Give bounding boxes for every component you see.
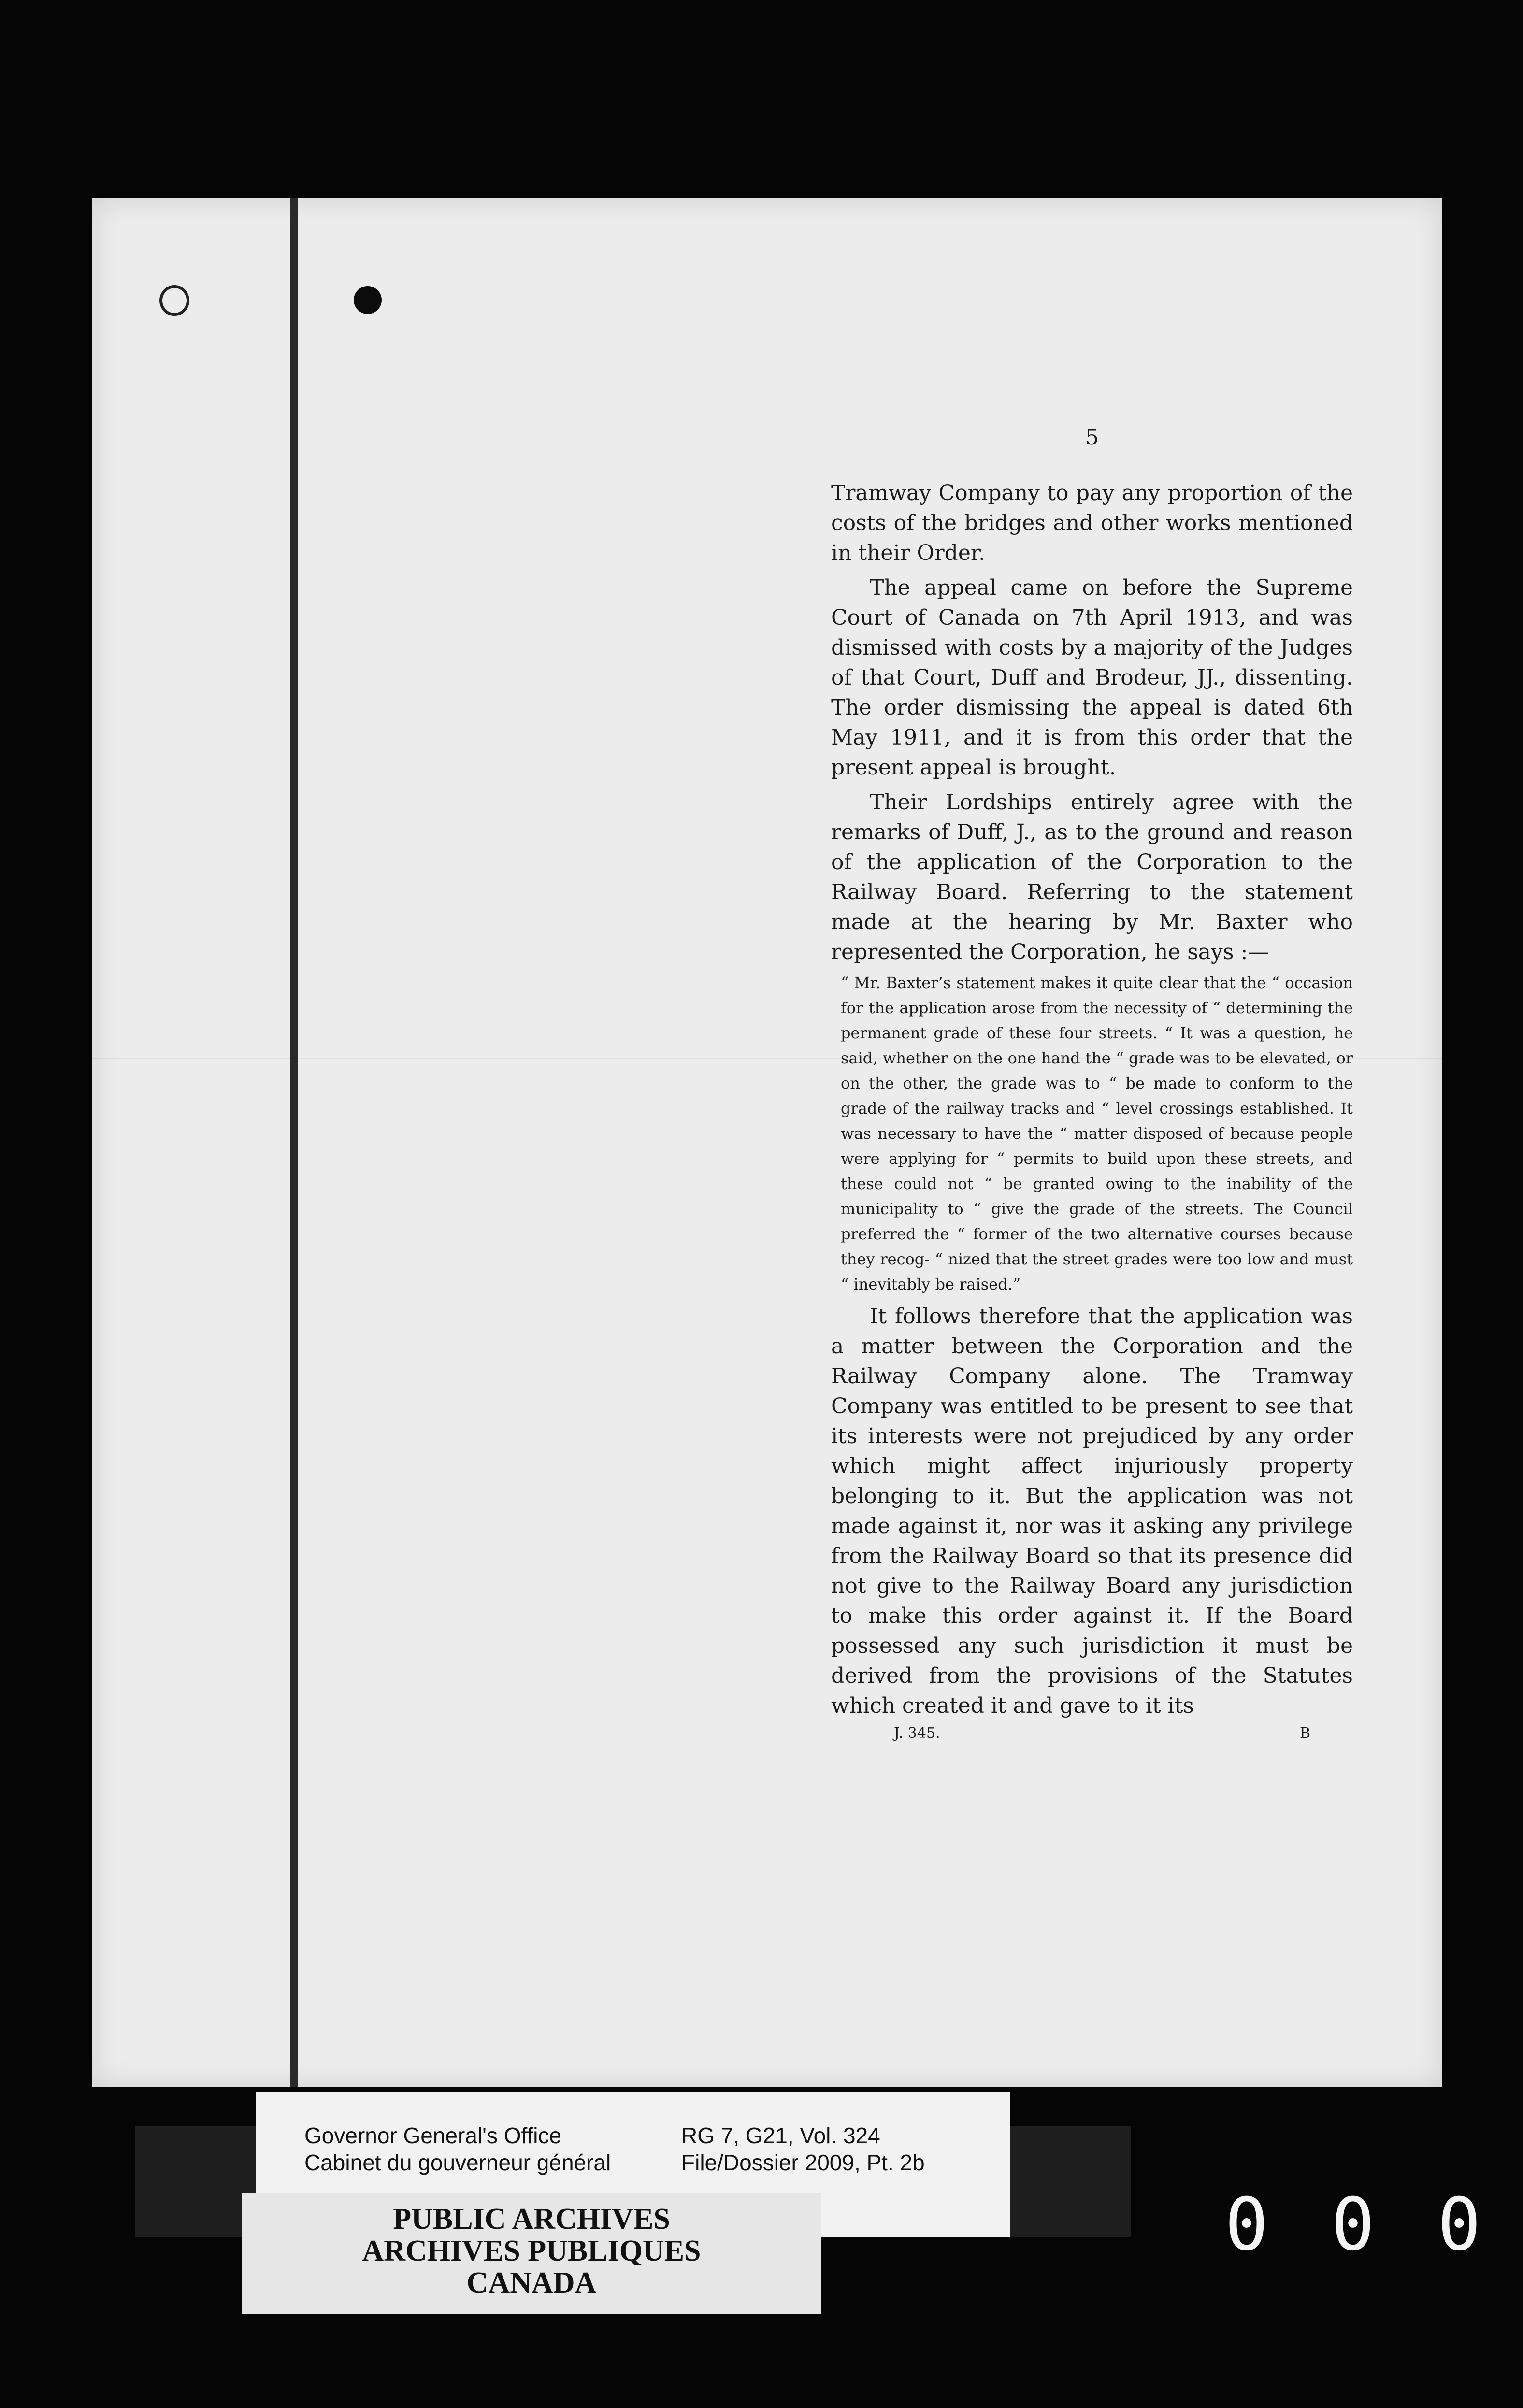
body-text [831,478,1353,1721]
punch-hole-left [159,285,189,316]
paragraph-1: Tramway Company to pay any proportion of the costs of the bridges and other works mentioned in their Order. [831,481,1353,565]
margin-rule [290,198,298,2087]
stamp-line-2: ARCHIVES PUBLIQUES [362,2235,701,2267]
office-french: Cabinet du gouverneur général [304,2150,611,2175]
frame-digit-2: 0 [1331,2183,1375,2267]
paragraph-2: The appeal came on before the Supreme Court of Canada on 7th April 1913, and was dismissed with costs by a majority of the Judges of that Court, Duff and Brodeur, JJ., dissenting. The order dismissing the appeal is dated 6th May 1911, and it is from this order that the present appeal is brought. [831,575,1353,780]
frame-digit-1: 0 [1224,2183,1269,2267]
film-edge-right [1010,2126,1131,2237]
archive-reference [681,2122,925,2176]
frame-digit-3: 0 [1437,2183,1481,2267]
page-number: 5 [1085,425,1099,450]
archive-office [304,2122,611,2176]
paragraph-3: Their Lordships entirely agree with the remarks of Duff, J., as to the ground and reason of the application of the Corporation to the Railway Board. Referring to the statement made at the hearing by Mr. Baxter who represented the Corporation, he says :— [831,790,1353,964]
paragraph-4: It follows therefore that the application was a matter between the Corporation and the Railway Company alone. The Tramway Company was entitled to be present to see that its interests were not prejudiced by any order which might affect injuriously property belonging to it. But the application was not made against it, nor was it asking any privilege from the Railway Board so that its presence did not give to the Railway Board any jurisdiction to make this order against it. If the Board possessed any such jurisdiction it must be derived from the provisions of the Statutes which created it and gave to it its [831,1304,1353,1718]
stamp-line-1: PUBLIC ARCHIVES [393,2203,670,2236]
film-edge-left [135,2126,256,2237]
reference-volume: RG 7, G21, Vol. 324 [681,2123,880,2148]
footer-reference: J. 345. [894,1725,940,1742]
footer-signature-mark: B [1300,1725,1311,1742]
block-quote: “ Mr. Baxter’s statement makes it quite clear that the “ occasion for the application arose from the necessity of “ determining the permanent grade of these four streets. “ It was a question, he said, whether on the one hand the “ grade was to be elevated, or on the other, the grade was to “ be made to conform to the grade of the railway tracks and “ level crossings established. It was necessary to have the “ matter disposed of because people were applying for “ permits to build upon these streets, and these could not “ be granted owing to the inability of the municipality to “ give the grade of the streets. The Council preferred the “ former of the two alternative courses because they recog- “ nized that the street grades were too low and must “ inevitably be raised.” [841,974,1353,1293]
document-page [92,198,1442,2087]
punch-hole-right [354,286,382,314]
office-english: Governor General's Office [304,2123,562,2148]
frame-counter [1218,2183,1488,2267]
archives-stamp [242,2193,821,2314]
reference-file: File/Dossier 2009, Pt. 2b [681,2150,925,2175]
stamp-line-3: CANADA [466,2266,597,2299]
stamp-text [242,2203,821,2299]
